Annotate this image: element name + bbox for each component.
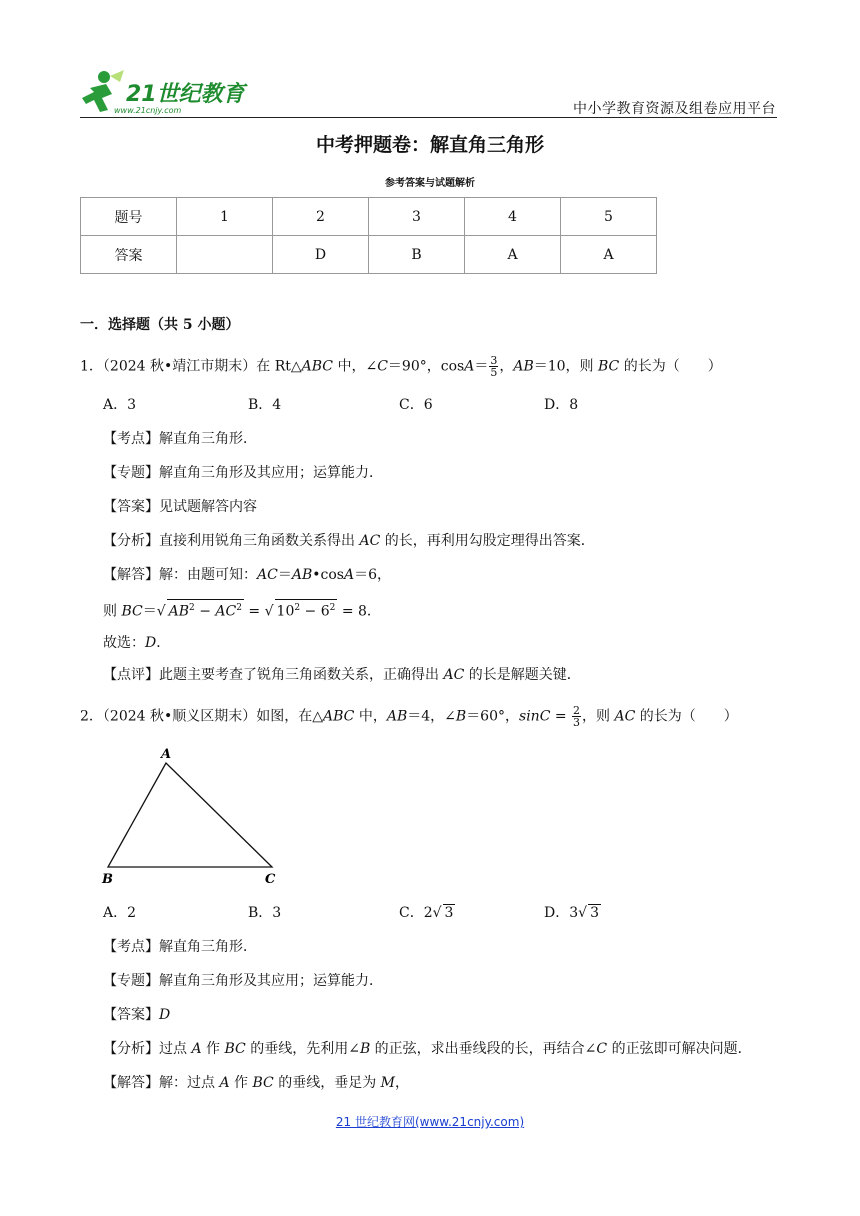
table-cell xyxy=(177,236,273,274)
logo-text: 21世纪教育 xyxy=(126,82,245,107)
q1-answer: 【答案】见试题解答内容 xyxy=(103,499,257,515)
site-logo xyxy=(80,68,255,118)
q2-option-b: B．3 xyxy=(248,905,282,921)
q2-options xyxy=(0,903,860,923)
q1-kaodian: 【考点】解直角三角形． xyxy=(103,431,257,447)
logo-url: www.21cnjy.com xyxy=(114,106,182,115)
q2-option-a: A．2 xyxy=(103,905,137,921)
q2-answer: 【答案】D xyxy=(103,1007,171,1023)
table-cell: A xyxy=(561,236,657,274)
header-divider xyxy=(80,117,777,118)
platform-name: 中小学教育资源及组卷应用平台 xyxy=(573,101,776,117)
q2-option-c: C．2√ 3 xyxy=(399,905,454,921)
q1-choice: 故选：D． xyxy=(103,635,171,651)
vertex-a-label: A xyxy=(161,747,172,762)
table-cell: D xyxy=(273,236,369,274)
q1-option-a: A．3 xyxy=(103,397,137,413)
q2-solution: 【解答】解：过点 A 作 BC 的垂线，垂足为 M， xyxy=(103,1075,409,1091)
table-cell: 5 xyxy=(561,198,657,236)
triangle-figure xyxy=(100,740,280,890)
q1-option-c: C．6 xyxy=(399,397,433,413)
vertex-b-label: B xyxy=(102,872,113,887)
q1-solution-formula: 则 BC＝√ $AB^2 - AC^2$ = √ $10^2 - 6^2 = 8$． xyxy=(103,599,381,622)
table-cell: 2 xyxy=(273,198,369,236)
q1-zhuanti: 【专题】解直角三角形及其应用；运算能力． xyxy=(103,465,383,481)
runner-logo-icon xyxy=(80,68,255,118)
q1-option-d: D．8 xyxy=(544,397,579,413)
document-title: 中考押题卷：解直角三角形 xyxy=(315,134,544,156)
table-cell: 1 xyxy=(177,198,273,236)
document-subtitle: 参考答案与试题解析 xyxy=(385,178,475,189)
table-header-cell: 答案 xyxy=(81,236,177,274)
q1-options xyxy=(0,395,860,415)
table-cell: A xyxy=(465,236,561,274)
fraction: $\frac{2}{3}$ xyxy=(573,704,581,729)
vertex-c-label: C xyxy=(265,872,276,887)
table-header-cell: 题号 xyxy=(81,198,177,236)
q1-analysis: 【分析】直接利用锐角三角函数关系得出 AC 的长，再利用勾股定理得出答案． xyxy=(103,533,595,549)
q1-option-b: B．4 xyxy=(248,397,282,413)
q1-comment: 【点评】此题主要考查了锐角三角函数关系，正确得出 AC 的长是解题关键． xyxy=(103,667,581,683)
table-row xyxy=(81,236,657,274)
footer-link[interactable]: 21 世纪教育网(www.21cnjy.com) xyxy=(335,1115,525,1129)
q2-option-d: D．3√ 3 xyxy=(544,905,599,921)
section-title: 一．选择题（共 5 小题） xyxy=(80,317,240,333)
table-cell: B xyxy=(369,236,465,274)
table-cell: 4 xyxy=(465,198,561,236)
q2-analysis: 【分析】过点 A 作 BC 的垂线，先利用∠B 的正弦，求出垂线段的长，再结合∠C 的正弦即可解决问题． xyxy=(103,1041,752,1057)
table-cell: 3 xyxy=(369,198,465,236)
q2-stem: 2．（2024 秋•顺义区期末）如图，在△ABC 中，AB＝4，∠B＝60°，sinC = $\frac{2}{3}$ ，则 AC 的长为（ ） xyxy=(80,704,738,729)
table-row xyxy=(81,198,657,236)
triangle-abc xyxy=(108,763,272,867)
q2-zhuanti: 【专题】解直角三角形及其应用；运算能力． xyxy=(103,973,383,989)
fraction: $\frac{3}{5}$ xyxy=(490,354,498,379)
q1-stem: 1．（2024 秋•靖江市期末）在 Rt△ABC 中，∠C＝90°，cosA＝ $\frac{3}{5}$ ，AB＝10，则 BC 的长为（ ） xyxy=(80,354,722,379)
answer-table xyxy=(80,197,657,274)
q2-kaodian: 【考点】解直角三角形． xyxy=(103,939,257,955)
q1-solution: 【解答】解：由题可知：AC＝AB•cosA＝6， xyxy=(103,567,391,583)
